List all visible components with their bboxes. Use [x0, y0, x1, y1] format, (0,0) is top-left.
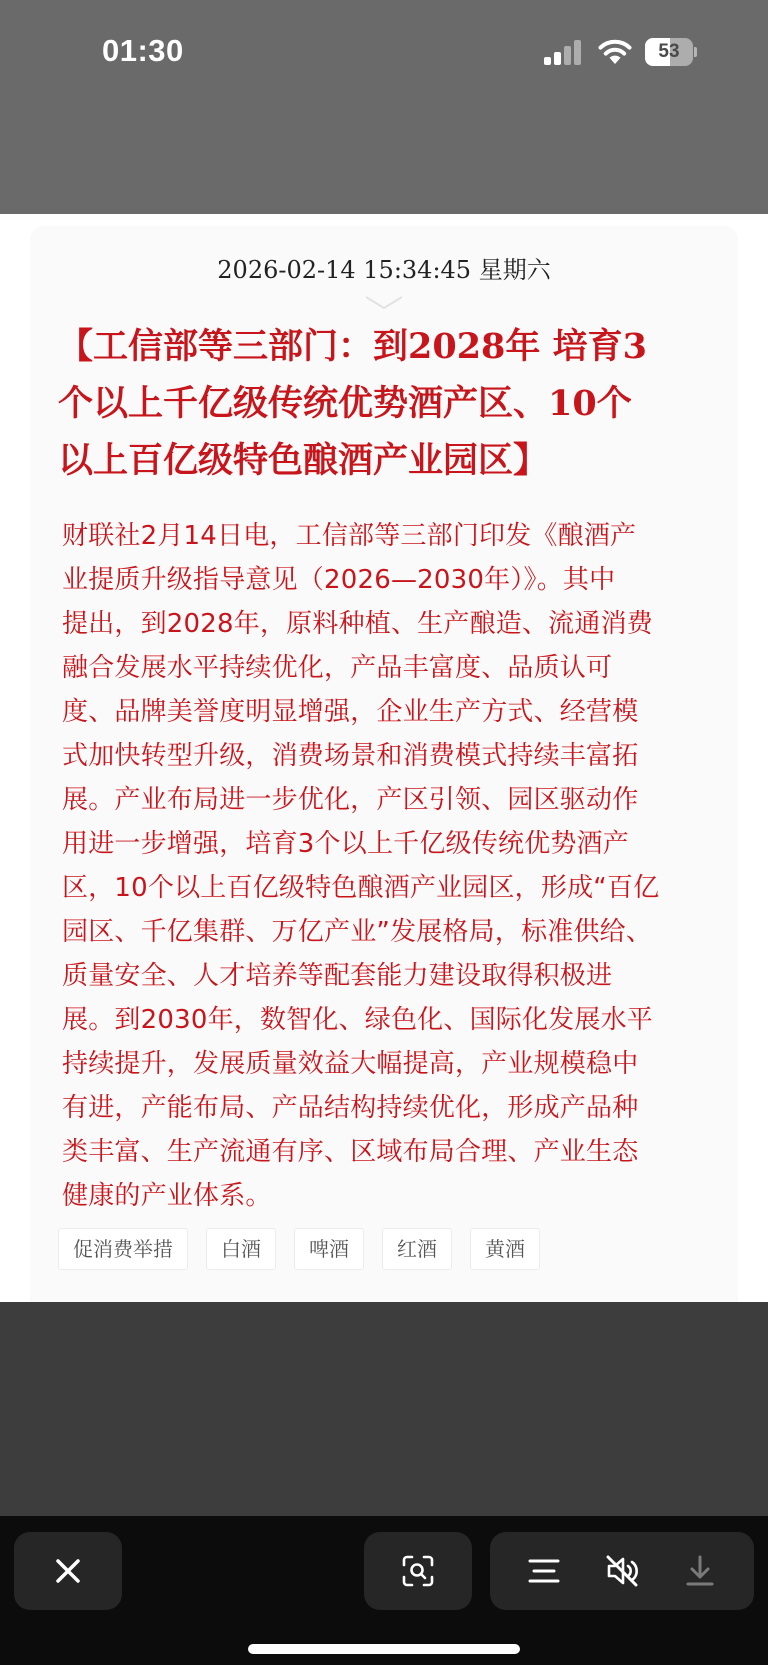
body-line: 持续提升，发展质量效益大幅提高，产业规模稳中	[62, 1049, 639, 1079]
datetime-notch-icon	[366, 296, 402, 310]
tag-beer[interactable]: 啤酒	[294, 1228, 364, 1270]
bottom-dim-overlay	[0, 1302, 768, 1516]
body-line: 融合发展水平持续优化，产品丰富度、品质认可	[62, 653, 613, 683]
article-datetime: 2026-02-14 15:34:45 星期六	[217, 256, 551, 284]
article-tags	[58, 1228, 540, 1270]
close-button[interactable]	[14, 1532, 122, 1610]
tag-huangjiu[interactable]: 黄酒	[470, 1228, 540, 1270]
battery-body	[645, 38, 693, 66]
download-icon[interactable]	[682, 1553, 718, 1589]
news-article-panel	[0, 214, 768, 1302]
menu-icon[interactable]	[526, 1553, 562, 1589]
media-controls-group	[490, 1532, 754, 1610]
headline-line: 【工信部等三部门：到2028年 培育3	[58, 326, 647, 367]
scan-text-icon	[400, 1553, 436, 1589]
home-indicator[interactable]	[248, 1644, 520, 1654]
body-line: 园区、千亿集群、万亿产业”发展格局，标准供给、	[62, 917, 653, 947]
body-line: 财联社2月14日电，工信部等三部门印发《酿酒产	[62, 521, 637, 551]
article-body	[62, 514, 712, 1218]
status-bar	[0, 0, 768, 100]
status-time: 01:30	[102, 33, 184, 68]
close-icon	[50, 1553, 86, 1589]
body-line: 展。到2030年，数智化、绿色化、国际化发展水平	[62, 1005, 653, 1035]
body-line: 质量安全、人才培养等配套能力建设取得积极进	[62, 961, 613, 991]
battery-level-text: 53	[658, 41, 680, 62]
body-line: 展。产业布局进一步优化，产区引领、园区驱动作	[62, 785, 639, 815]
bottom-toolbar	[0, 1516, 768, 1665]
body-line: 有进，产能布局、产品结构持续优化，形成产品种	[62, 1093, 639, 1123]
battery-indicator	[645, 38, 697, 66]
body-line: 用进一步增强，培育3个以上千亿级传统优势酒产	[62, 829, 629, 859]
body-line: 区，10个以上百亿级特色酿酒产业园区，形成“百亿	[62, 873, 660, 903]
tag-baijiu[interactable]: 白酒	[206, 1228, 276, 1270]
cellular-signal-icon	[543, 40, 583, 66]
battery-nub	[694, 47, 697, 57]
wifi-icon	[597, 38, 633, 66]
tag-promote-consumption[interactable]: 促消费举措	[58, 1228, 188, 1270]
headline-line: 个以上千亿级传统优势酒产区、10个	[58, 383, 632, 424]
headline-line: 以上百亿级特色酿酒产业园区】	[58, 440, 549, 481]
body-line: 提出，到2028年，原料种植、生产酿造、流通消费	[62, 609, 653, 639]
scan-text-button[interactable]	[364, 1532, 472, 1610]
body-line: 式加快转型升级，消费场景和消费模式持续丰富拓	[62, 741, 639, 771]
mute-icon[interactable]	[604, 1553, 640, 1589]
body-line: 业提质升级指导意见（2026—2030年）》。其中	[62, 565, 616, 595]
tag-red-wine[interactable]: 红酒	[382, 1228, 452, 1270]
article-headline	[58, 318, 718, 489]
body-line: 类丰富、生产流通有序、区域布局合理、产业生态	[62, 1137, 639, 1167]
body-line: 度、品牌美誉度明显增强，企业生产方式、经营模	[62, 697, 639, 727]
body-line: 健康的产业体系。	[62, 1181, 272, 1211]
